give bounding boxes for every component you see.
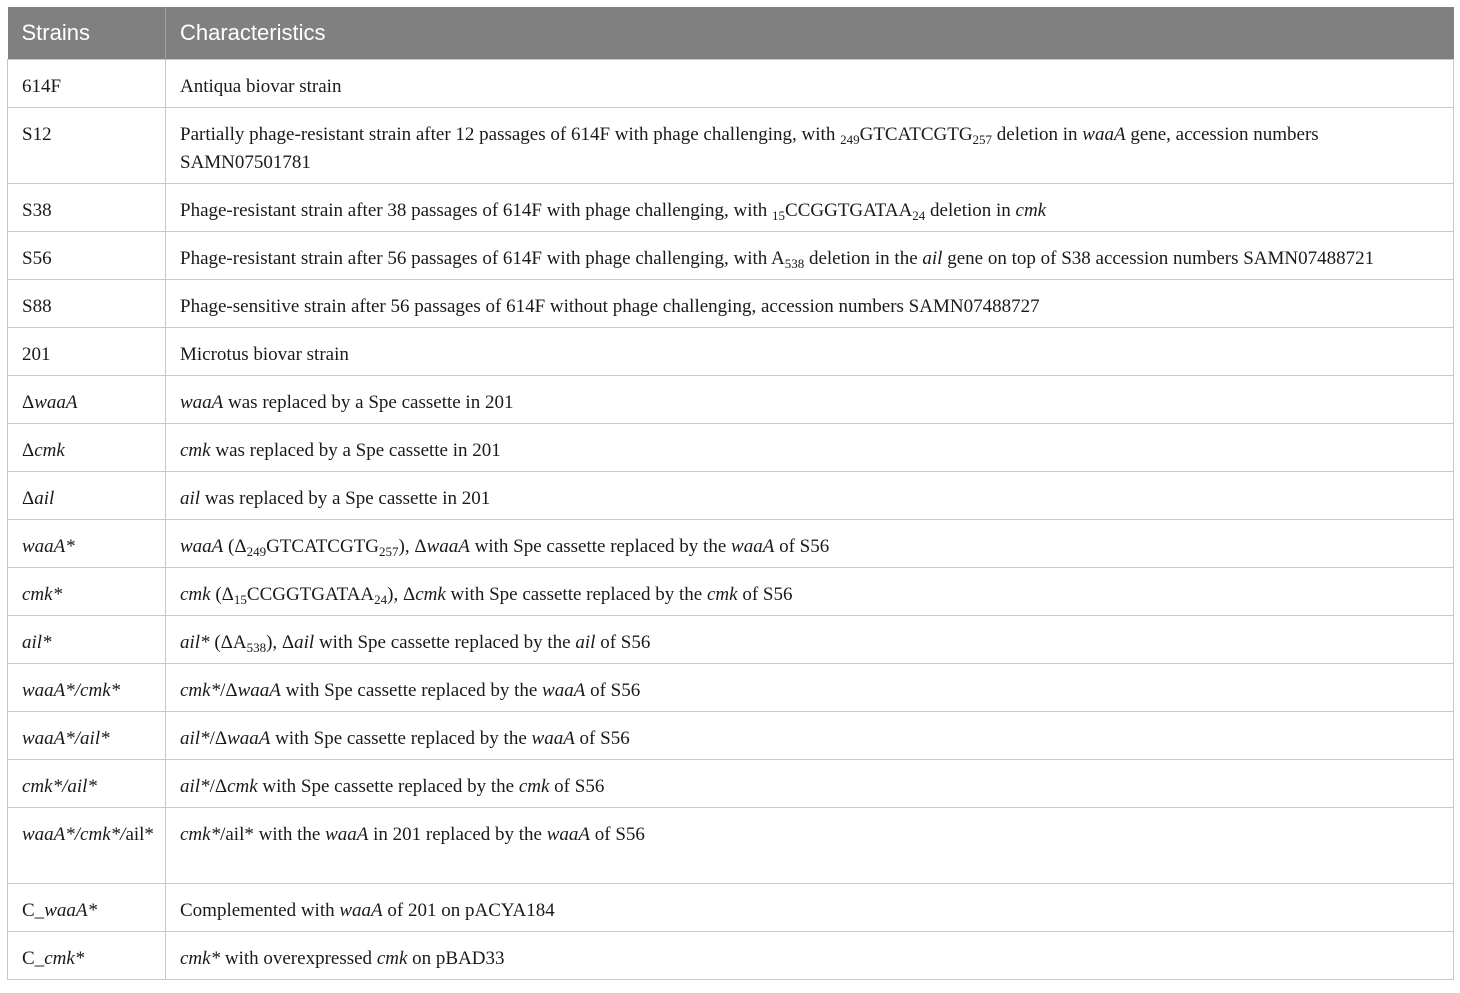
- strain-cell: [8, 60, 166, 108]
- characteristics-segment: waaA: [1082, 124, 1126, 145]
- table-body: [8, 60, 1454, 980]
- strain-segment: S88: [22, 296, 52, 317]
- characteristics-segment: with Spe cassette replaced by the: [257, 776, 519, 797]
- characteristics-segment: Phage-resistant strain after 38 passages of 614F with phage challenging, with: [180, 200, 773, 221]
- characteristics-cell: [166, 60, 1454, 108]
- characteristics-segment: ), Δ: [266, 632, 295, 653]
- characteristics-segment: 249: [246, 544, 267, 559]
- characteristics-cell: [166, 108, 1454, 184]
- characteristics-segment: gene, accession numbers SAMN07501781: [180, 124, 1319, 173]
- characteristics-cell: [166, 376, 1454, 424]
- characteristics-segment: 257: [379, 544, 399, 559]
- characteristics-segment: cmk*: [180, 824, 221, 845]
- characteristics-segment: deletion in: [925, 200, 1016, 221]
- header-characteristics: Characteristics: [166, 7, 1454, 60]
- header-strains: Strains: [8, 7, 166, 60]
- characteristics-segment: cmk: [180, 584, 211, 605]
- characteristics-segment: GTCATCGTG: [266, 536, 380, 557]
- characteristics-segment: Phage-sensitive strain after 56 passages of 614F without phage challenging, accession numbers SAMN07488727: [180, 296, 1040, 317]
- table-row: [8, 280, 1454, 328]
- strain-cell: [8, 472, 166, 520]
- characteristics-segment: was replaced by a Spe cassette in 201: [223, 392, 514, 413]
- characteristics-segment: deletion in: [992, 124, 1083, 145]
- table-row: [8, 376, 1454, 424]
- characteristics-segment: in 201 replaced by the: [368, 824, 547, 845]
- table-row: [8, 184, 1454, 232]
- table-header: [8, 7, 1454, 60]
- strain-cell: [8, 568, 166, 616]
- characteristics-segment: 24: [374, 592, 388, 607]
- characteristics-segment: cmk: [227, 776, 258, 797]
- characteristics-segment: /Δ: [209, 728, 228, 749]
- characteristics-segment: (Δ: [223, 536, 247, 557]
- characteristics-cell: [166, 184, 1454, 232]
- strain-cell: [8, 424, 166, 472]
- strain-segment: Δ: [22, 488, 35, 509]
- characteristics-segment: cmk: [376, 948, 408, 969]
- characteristics-segment: waaA: [237, 680, 281, 701]
- characteristics-segment: /Δ: [220, 680, 238, 701]
- characteristics-cell: [166, 808, 1454, 884]
- table-row: [8, 424, 1454, 472]
- strain-cell: [8, 712, 166, 760]
- strain-segment: 614F: [22, 76, 62, 97]
- characteristics-segment: on pBAD33: [407, 948, 505, 969]
- characteristics-segment: ), Δ: [398, 536, 427, 557]
- characteristics-segment: Microtus biovar strain: [180, 344, 349, 365]
- strain-segment: Δ: [22, 440, 35, 461]
- characteristics-segment: of S56: [737, 584, 793, 605]
- characteristics-segment: 24: [912, 208, 926, 223]
- characteristics-segment: with Spe cassette replaced by the: [445, 584, 707, 605]
- characteristics-segment: waaA: [325, 824, 369, 845]
- strain-cell: [8, 184, 166, 232]
- characteristics-segment: waaA: [180, 392, 224, 413]
- table-row: [8, 664, 1454, 712]
- characteristics-segment: with Spe cassette replaced by the: [270, 728, 532, 749]
- strains-table-container: [7, 7, 1453, 980]
- table-row: [8, 568, 1454, 616]
- characteristics-segment: cmk: [180, 440, 211, 461]
- table-row: [8, 884, 1454, 932]
- characteristics-cell: [166, 760, 1454, 808]
- table-row: [8, 932, 1454, 980]
- characteristics-segment: ail: [575, 632, 596, 653]
- strain-cell: [8, 808, 166, 884]
- characteristics-segment: of 201 on pACYA184: [382, 900, 555, 921]
- header-row: [8, 7, 1454, 60]
- characteristics-segment: ail: [180, 488, 201, 509]
- characteristics-segment: waaA: [426, 536, 470, 557]
- strain-cell: [8, 932, 166, 980]
- characteristics-segment: 257: [972, 132, 993, 147]
- characteristics-segment: waaA: [546, 824, 591, 845]
- strains-table: [7, 7, 1454, 980]
- characteristics-cell: [166, 472, 1454, 520]
- characteristics-cell: [166, 664, 1454, 712]
- strain-segment: ail*: [125, 824, 154, 845]
- characteristics-segment: GTCATCGTG: [859, 124, 973, 145]
- strain-segment: waaA*: [44, 900, 97, 921]
- strain-segment: waaA: [34, 392, 78, 413]
- characteristics-segment: Phage-resistant strain after 56 passages of 614F with phage challenging, with A: [180, 248, 785, 269]
- characteristics-cell: [166, 232, 1454, 280]
- table-row: [8, 328, 1454, 376]
- characteristics-segment: cmk: [706, 584, 738, 605]
- characteristics-segment: was replaced by a Spe cassette in 201: [210, 440, 501, 461]
- characteristics-segment: ail: [922, 248, 943, 269]
- characteristics-segment: (Δ: [210, 584, 234, 605]
- characteristics-segment: of S56: [774, 536, 830, 557]
- characteristics-cell: [166, 932, 1454, 980]
- characteristics-segment: waaA: [227, 728, 271, 749]
- characteristics-segment: Complemented with: [180, 900, 340, 921]
- characteristics-segment: of S56: [595, 632, 651, 653]
- characteristics-segment: ail*: [180, 776, 210, 797]
- characteristics-segment: with Spe cassette replaced by the: [314, 632, 576, 653]
- characteristics-segment: cmk*: [180, 948, 221, 969]
- strain-segment: cmk*/ail*: [22, 776, 97, 797]
- strain-segment: S38: [22, 200, 52, 221]
- table-row: [8, 472, 1454, 520]
- strain-segment: ail*: [22, 632, 52, 653]
- strain-cell: [8, 884, 166, 932]
- strain-segment: cmk*: [44, 948, 85, 969]
- characteristics-segment: ), Δ: [387, 584, 416, 605]
- characteristics-cell: [166, 568, 1454, 616]
- table-row: [8, 760, 1454, 808]
- characteristics-cell: [166, 424, 1454, 472]
- characteristics-segment: /Δ: [209, 776, 228, 797]
- characteristics-cell: [166, 712, 1454, 760]
- strain-segment: ail: [34, 488, 55, 509]
- characteristics-segment: gene on top of S38 accession numbers SAMN07488721: [942, 248, 1375, 269]
- characteristics-segment: (ΔA: [209, 632, 247, 653]
- strain-cell: [8, 280, 166, 328]
- table-row: [8, 712, 1454, 760]
- characteristics-segment: waaA: [180, 536, 224, 557]
- characteristics-segment: of S56: [574, 728, 630, 749]
- strain-segment: cmk*: [22, 584, 63, 605]
- characteristics-segment: cmk: [415, 584, 446, 605]
- characteristics-segment: waaA: [731, 536, 775, 557]
- characteristics-segment: CCGGTGATAA: [246, 584, 375, 605]
- characteristics-segment: deletion in the: [804, 248, 923, 269]
- table-row: [8, 520, 1454, 568]
- strain-segment: S56: [22, 248, 52, 269]
- characteristics-segment: of S56: [590, 824, 645, 845]
- table-row: [8, 108, 1454, 184]
- characteristics-segment: 15: [233, 592, 247, 607]
- characteristics-segment: cmk*: [180, 680, 221, 701]
- strain-segment: waaA*: [22, 536, 75, 557]
- strain-segment: C_: [22, 948, 45, 969]
- strain-segment: Δ: [22, 392, 35, 413]
- strain-cell: [8, 616, 166, 664]
- characteristics-cell: [166, 884, 1454, 932]
- table-row: [8, 232, 1454, 280]
- strain-segment: 201: [22, 344, 51, 365]
- characteristics-cell: [166, 328, 1454, 376]
- characteristics-segment: with Spe cassette replaced by the: [469, 536, 732, 557]
- strain-cell: [8, 520, 166, 568]
- characteristics-cell: [166, 280, 1454, 328]
- strain-segment: waaA*/cmk*/: [22, 824, 126, 845]
- strain-segment: waaA*/ail*: [22, 728, 110, 749]
- strain-cell: [8, 328, 166, 376]
- characteristics-segment: waaA: [542, 680, 586, 701]
- table-row: [8, 60, 1454, 108]
- strain-segment: waaA*/cmk*: [22, 680, 121, 701]
- characteristics-cell: [166, 520, 1454, 568]
- characteristics-segment: cmk: [1015, 200, 1047, 221]
- characteristics-segment: ail*: [180, 632, 210, 653]
- strain-cell: [8, 232, 166, 280]
- characteristics-segment: ail: [294, 632, 315, 653]
- characteristics-segment: Partially phage-resistant strain after 12 passages of 614F with phage challenging, with: [180, 124, 841, 145]
- strain-segment: cmk: [34, 440, 65, 461]
- strain-segment: S12: [22, 124, 52, 145]
- strain-cell: [8, 664, 166, 712]
- strain-cell: [8, 760, 166, 808]
- characteristics-segment: cmk: [518, 776, 550, 797]
- characteristics-segment: of S56: [549, 776, 605, 797]
- characteristics-segment: 538: [784, 256, 805, 271]
- characteristics-segment: waaA: [339, 900, 383, 921]
- characteristics-segment: ail*: [180, 728, 210, 749]
- table-row: [8, 616, 1454, 664]
- characteristics-segment: /ail* with the: [220, 824, 326, 845]
- characteristics-segment: was replaced by a Spe cassette in 201: [200, 488, 491, 509]
- strain-cell: [8, 108, 166, 184]
- table-row: [8, 808, 1454, 884]
- strain-cell: [8, 376, 166, 424]
- characteristics-segment: waaA: [531, 728, 575, 749]
- characteristics-segment: with Spe cassette replaced by the: [280, 680, 543, 701]
- characteristics-segment: 15: [772, 208, 786, 223]
- strain-segment: C_: [22, 900, 45, 921]
- characteristics-segment: 249: [840, 132, 860, 147]
- characteristics-cell: [166, 616, 1454, 664]
- characteristics-segment: Antiqua biovar strain: [180, 76, 342, 97]
- characteristics-segment: of S56: [585, 680, 641, 701]
- characteristics-segment: CCGGTGATAA: [785, 200, 913, 221]
- characteristics-segment: with overexpressed: [220, 948, 377, 969]
- characteristics-segment: 538: [246, 640, 267, 655]
